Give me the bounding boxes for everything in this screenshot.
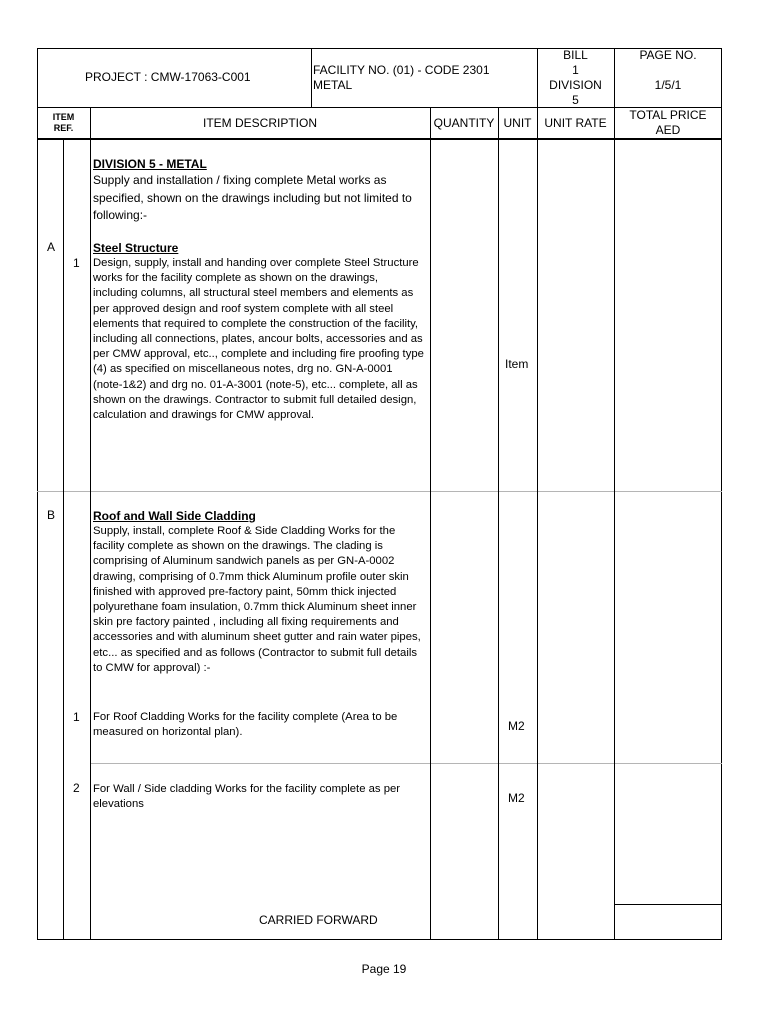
- item-description-b2: For Wall / Side cladding Works for the facility complete as per elevations: [93, 783, 401, 811]
- item-divider-b1: [90, 763, 722, 764]
- item-description-b1: For Roof Cladding Works for the facility complete (Area to be measured on horizontal plan).: [93, 711, 398, 739]
- col-header-item-ref-2: REF.: [53, 123, 74, 133]
- division-number: 5: [572, 93, 579, 107]
- page-number: Page 19: [361, 962, 407, 976]
- col-total: [614, 107, 615, 940]
- col-quantity: [430, 107, 431, 940]
- page-no-label: PAGE NO.: [639, 48, 697, 62]
- col-header-unit: UNIT: [503, 116, 532, 130]
- bill-number: 1: [572, 63, 579, 77]
- col-header-unit-rate: UNIT RATE: [544, 116, 607, 130]
- col-unit: [498, 107, 499, 940]
- col-ref-sub: [63, 138, 64, 940]
- column-header-divider: [37, 138, 722, 140]
- col-header-quantity: QUANTITY: [433, 116, 495, 130]
- item-description-a1: Design, supply, install and handing over complete Steel Structure works for the facility complete as shown on the drawings, including columns, all structural steel members and elements as per approved design and roof system complete with all steel elements that required to complete the construction of the facility, including all connections, plates, ancour bolts, accessories and as per CMW approval, etc.., complete and including fire proofing type (4) as specified on miscellaneous notes, drg no. GN-A-0001 (note-1&2) and drg no. 01-A-3001 (note-5), etc... complete, all as shown on the drawings. Contractor to submit full detailed design, calculation and drawings for CMW approval.: [93, 257, 424, 422]
- carried-forward-divider: [614, 904, 722, 905]
- col-header-total-price-1: TOTAL PRICE: [629, 108, 707, 122]
- carried-forward-label: CARRIED FORWARD: [259, 913, 378, 927]
- facility-material: METAL: [313, 78, 353, 92]
- unit-b2: M2: [508, 791, 525, 805]
- col-header-total-price-2: AED: [655, 123, 681, 137]
- division-label: DIVISION: [549, 78, 602, 92]
- section-description-b: Supply, install, complete Roof & Side Cladding Works for the facility complete as shown on the drawings. The clading is comprising of Aluminum sandwich panels as per GN-A-0002 drawing, comprising of 0.7mm thick Aluminum profile outer skin finished with approved pre-factory paint, 50mm thick injected polyurethane foam insulation, 0.7mm thick Aluminum sheet inner skin pre factory painted , including all fixing requirements and accessories and with aluminum sheet gutter and rain water pipes, etc... as specified and as follows (Contractor to submit full details to CMW for approval) :-: [93, 525, 421, 674]
- unit-a1: Item: [505, 357, 529, 371]
- bill-label: BILL: [563, 48, 588, 62]
- section-ref-b: B: [47, 508, 56, 522]
- page-no-value: 1/5/1: [654, 78, 682, 92]
- division-title: DIVISION 5 - METAL: [93, 157, 207, 171]
- header-col-facility: [311, 48, 312, 107]
- col-header-item-ref-1: ITEM: [52, 112, 75, 122]
- facility-label: FACILITY NO. (01) - CODE 2301: [313, 63, 490, 77]
- section-ref-a: A: [47, 240, 56, 254]
- col-unit-rate: [537, 107, 538, 940]
- unit-b1: M2: [508, 719, 525, 733]
- project-label: PROJECT : CMW-17063-C001: [85, 70, 251, 84]
- item-number-a1: 1: [73, 256, 80, 270]
- section-title-a: Steel Structure: [93, 241, 179, 255]
- section-divider-b: [37, 491, 722, 492]
- item-number-b1: 1: [73, 710, 80, 724]
- col-description: [90, 107, 91, 940]
- item-number-b2: 2: [73, 781, 80, 795]
- division-intro: Supply and installation / fixing complete Metal works as specified, shown on the drawings including but not limited to following:-: [93, 173, 412, 222]
- section-title-b: Roof and Wall Side Cladding: [93, 509, 256, 523]
- col-header-description: ITEM DESCRIPTION: [202, 116, 317, 130]
